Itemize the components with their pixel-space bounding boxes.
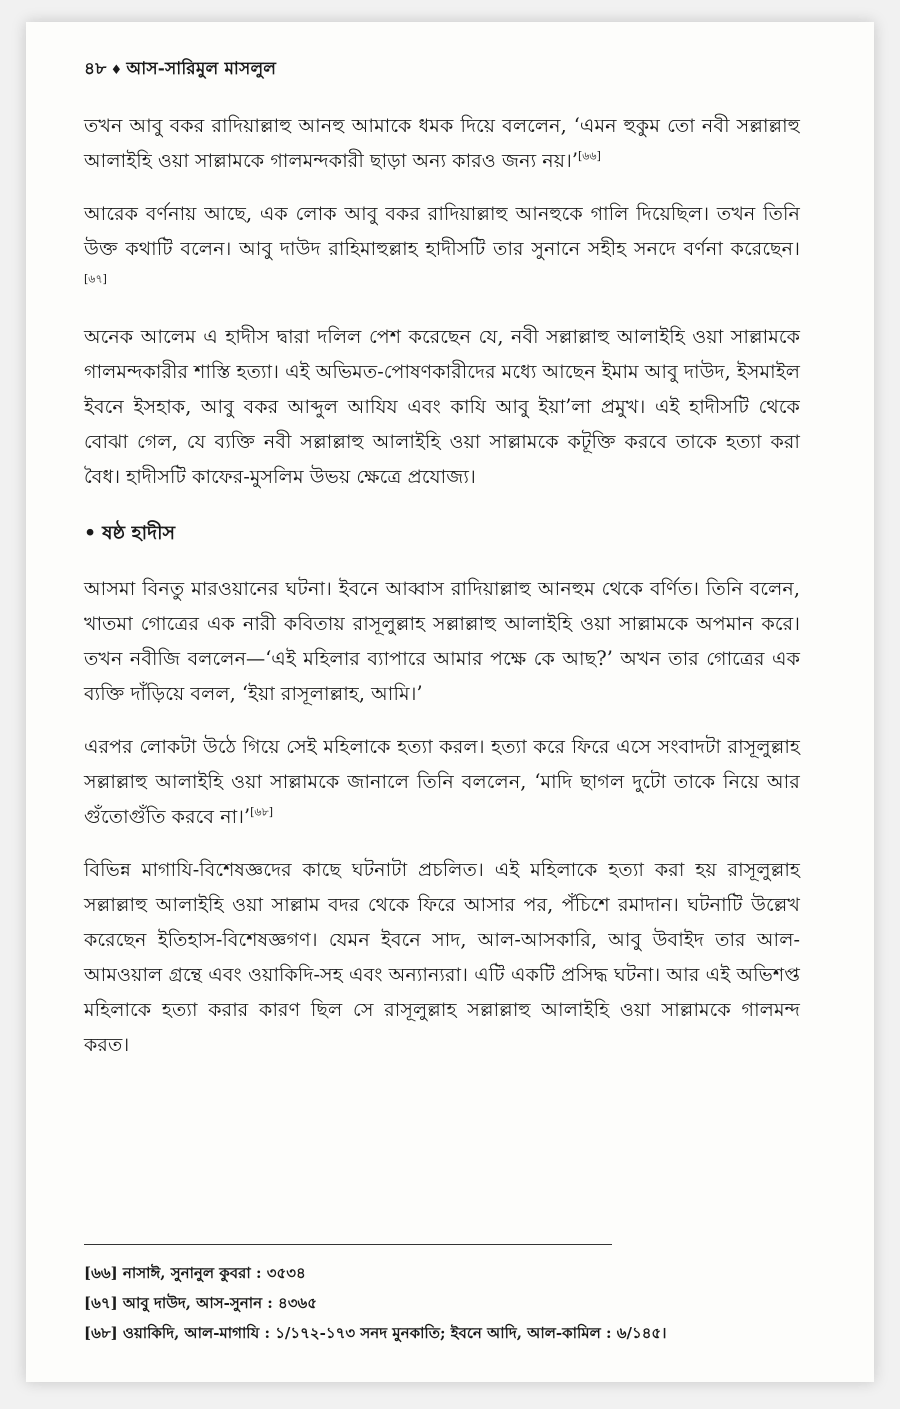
paragraph bbox=[84, 852, 800, 1062]
footnote-ref: [৬৭] bbox=[84, 272, 107, 286]
paragraph-text: বিভিন্ন মাগাযি-বিশেষজ্ঞদের কাছে ঘটনাটা প্রচলিত। এই মহিলাকে হত্যা করা হয় রাসূলুল্লাহ সল্লাল্লাহু আলাইহি ওয়া সাল্লাম বদর থেকে ফিরে আসার পর, পঁচিশে রমাদান। ঘটনাটি উল্লেখ করেছেন ইতিহাস-বিশেষজ্ঞগণ। যেমন ইবনে সাদ, আল-আসকারি, আবু উবাইদ তার আল-আমওয়াল গ্রন্থে এবং ওয়াকিদি-সহ এবং অন্যান্যরা। এটি একটি প্রসিদ্ধ ঘটনা। আর এই অভিশপ্ত মহিলাকে হত্যা করার কারণ ছিল সে রাসূলুল্লাহ সল্লাল্লাহু আলাইহি ওয়া সাল্লামকে গালমন্দ করত। bbox=[84, 858, 800, 1056]
footnotes bbox=[84, 1258, 824, 1348]
paragraph bbox=[84, 319, 800, 494]
paragraph-text: তখন আবু বকর রাদিয়াল্লাহু আনহু আমাকে ধমক দিয়ে বললেন, ‘এমন হুকুম তো নবী সল্লাল্লাহু আলাইহি ওয়া সাল্লামকে গালমন্দকারী ছাড়া অন্য কারও জন্য নয়।’ bbox=[84, 114, 800, 172]
page-body bbox=[84, 108, 800, 1080]
section-title: ষষ্ঠ হাদীস bbox=[102, 522, 176, 544]
page-number: ৪৮ bbox=[84, 59, 107, 79]
paragraph-text: আরেক বর্ণনায় আছে, এক লোক আবু বকর রাদিয়াল্লাহু আনহুকে গালি দিয়েছিল। তখন তিনি উক্ত কথাটি বলেন। আবু দাউদ রাহিমাহুল্লাহ হাদীসটি তার সুনানে সহীহ সনদে বর্ণনা করেছেন। bbox=[84, 202, 800, 260]
paragraph-text: এরপর লোকটা উঠে গিয়ে সেই মহিলাকে হত্যা করল। হত্যা করে ফিরে এসে সংবাদটা রাসূলুল্লাহ সল্লাল্লাহু আলাইহি ওয়া সাল্লামকে জানালে তিনি বললেন, ‘মাদি ছাগল দুটো তাকে নিয়ে আর গুঁতোগুঁতি করবে না।’ bbox=[84, 735, 800, 828]
footnote: [৬৬] নাসাঈ, সুনানুল কুবরা : ৩৫৩৪ bbox=[84, 1264, 306, 1282]
book-title: আস-সারিমুল মাসলুল bbox=[126, 59, 277, 79]
section-heading bbox=[84, 516, 800, 551]
paragraph bbox=[84, 571, 800, 711]
paragraph bbox=[84, 108, 800, 178]
paragraph bbox=[84, 196, 800, 301]
book-page bbox=[26, 22, 874, 1382]
page-header bbox=[84, 56, 276, 84]
bullet-icon: • bbox=[84, 522, 97, 544]
paragraph bbox=[84, 729, 800, 834]
footnote: [৬৮] ওয়াকিদি, আল-মাগাযি : ১/১৭২-১৭৩ সনদ মুনকাতি; ইবনে আদি, আল-কামিল : ৬/১৪৫। bbox=[84, 1324, 667, 1342]
footnote-divider bbox=[84, 1244, 612, 1245]
footnote: [৬৭] আবু দাউদ, আস-সুনান : ৪৩৬৫ bbox=[84, 1294, 317, 1312]
paragraph-text: অনেক আলেম এ হাদীস দ্বারা দলিল পেশ করেছেন যে, নবী সল্লাল্লাহু আলাইহি ওয়া সাল্লামকে গালমন্দকারীর শাস্তি হত্যা। এই অভিমত-পোষণকারীদের মধ্যে আছেন ইমাম আবু দাউদ, ইসমাইল ইবনে ইসহাক, আবু বকর আব্দুল আযিয এবং কাযি আবু ইয়া’লা প্রমুখ। এই হাদীসটি থেকে বোঝা গেল, যে ব্যক্তি নবী সল্লাল্লাহু আলাইহি ওয়া সাল্লামকে কটূক্তি করবে তাকে হত্যা করা বৈধ। হাদীসটি কাফের-মুসলিম উভয় ক্ষেত্রে প্রযোজ্য। bbox=[84, 325, 800, 488]
paragraph-text: আসমা বিনতু মারওয়ানের ঘটনা। ইবনে আব্বাস রাদিয়াল্লাহু আনহুম থেকে বর্ণিত। তিনি বলেন, খাতমা গোত্রের এক নারী কবিতায় রাসূলুল্লাহ সল্লাল্লাহু আলাইহি ওয়া সাল্লামকে অপমান করে। তখন নবীজি বললেন—‘এই মহিলার ব্যাপারে আমার পক্ষে কে আছ?’ অখন তার গোত্রের এক ব্যক্তি দাঁড়িয়ে বলল, ‘ইয়া রাসূলাল্লাহ, আমি।’ bbox=[84, 577, 800, 705]
footnote-ref: [৬৬] bbox=[577, 149, 601, 163]
diamond-icon: ♦ bbox=[110, 63, 123, 78]
footnote-ref: [৬৮] bbox=[250, 805, 274, 819]
